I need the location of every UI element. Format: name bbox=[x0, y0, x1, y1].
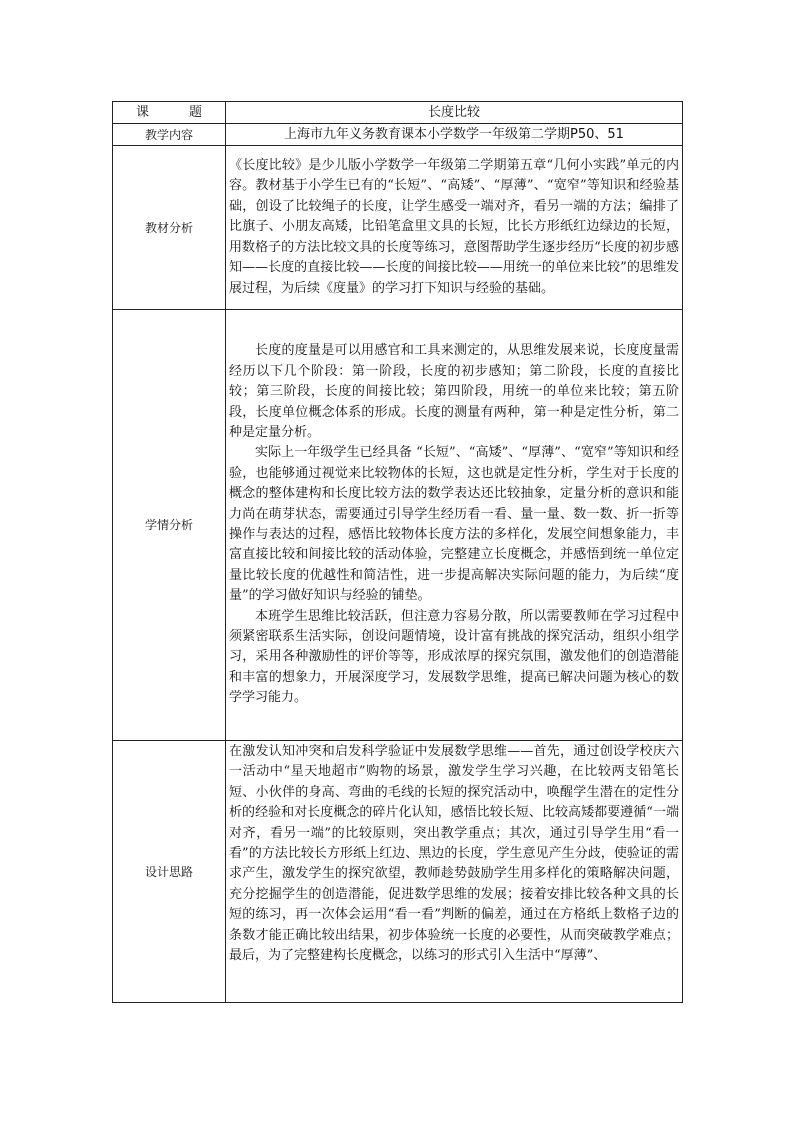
title-label-right: 题 bbox=[189, 104, 203, 120]
analysis-cell bbox=[226, 146, 683, 310]
student-paragraph-2: 实际上一年级学生已经具备 “长短”、“高矮”、“厚薄”、“宽窄”等知识和经验，也能够通过视觉来比较物体的长短，这也就是定性分析，学生对于长度的概念的整体建构和长度比较方法的数学表达还比较抽象，定量分析的意识和能力尚在萌芽状态，需要通过引导学生经历看一看、量一量、数一数、折一折等操作与表达的过程，感悟比较物体长度方法的多样化，发展空间想象能力，丰富直接比较和间接比较的活动体验，完整建立长度概念，并感悟到统一单位定量比较长度的优越性和简洁性，进一步提高解决实际问题的能力，为后续“度量”的学习做好知识与经验的铺垫。 bbox=[229, 445, 679, 604]
title-row bbox=[113, 102, 683, 124]
student-paragraph-3: 本班学生思维比较活跃，但注意力容易分散，所以需要教师在学习过程中须紧密联系生活实际，创设问题情境，设计富有挑战的探究活动，组织小组学习，采用各种激励性的评价等等，形成浓厚的探究氛围，激发他们的创造潜能和丰富的想象力，开展深度学习，发展数学思维，提高已解决问题为核心的数学学习能力。 bbox=[229, 608, 679, 706]
student-paragraph-1: 长度的度量是可以用感官和工具来测定的，从思维发展来说，长度度量需经历以下几个阶段：第一阶段，长度的初步感知；第二阶段，长度的直接比较；第三阶段，长度的间接比较；第四阶段，用统一的单位来比较；第五阶段，长度单位概念体系的形成。长度的测量有两种，第一种是定性分析，第二种是定量分析。 bbox=[229, 343, 679, 440]
design-cell bbox=[226, 741, 683, 1003]
student-row bbox=[113, 310, 683, 741]
title-label-left: 课 bbox=[135, 104, 149, 120]
student-cell bbox=[226, 310, 683, 741]
content-value: 上海市九年义务教育课本小学数学一年级第二学期P50、51 bbox=[226, 124, 683, 146]
analysis-row bbox=[113, 146, 683, 310]
design-label: 设计思路 bbox=[113, 741, 226, 1003]
analysis-label: 教材分析 bbox=[113, 146, 226, 310]
design-text: 在激发认知冲突和启发科学验证中发展数学思维——首先，通过创设学校庆六一活动中“星天地超市”购物的场景，激发学生学习兴趣，在比较两支铅笔长短、小伙伴的身高、弯曲的毛线的长短的探究活动中，唤醒学生潜在的定性分析的经验和对长度概念的碎片化认知，感悟比较长短、比较高矮都要遵循“一端对齐，看另一端”的比较原则，突出教学重点；其次，通过引导学生用“看一看”的方法比较长方形纸上红边、黑边的长度，学生意见产生分歧，使验证的需求产生，激发学生的探究欲望，教师趁势鼓励学生用多样化的策略解决问题，充分挖掘学生的创造潜能，促进数学思维的发展；接着安排比较各种文具的长短的练习，再一次体会运用“看一看”判断的偏差，通过在方格纸上数格子边的条数才能正确比较出结果，初步体验统一长度的必要性，从而突破教学难点；最后，为了完整建构长度概念，以练习的形式引入生活中“厚薄”、 bbox=[229, 744, 679, 964]
content-row bbox=[113, 124, 683, 146]
content-label: 教学内容 bbox=[113, 124, 226, 146]
student-label: 学情分析 bbox=[113, 310, 226, 741]
analysis-text: 《长度比较》是少儿版小学数学一年级第二学期第五章“几何小实践”单元的内容。教材基于小学生已有的“长短”、“高矮”、“厚薄”、“宽窄”等知识和经验基础，创设了比较绳子的长度，让学生感受一端对齐，看另一端的方法；编排了比旗子、小朋友高矮，比铅笔盒里文具的长短，比长方形纸红边绿边的长短，用数格子的方法比较文具的长度等练习，意图帮助学生逐步经历“长度的初步感知——长度的直接比较——长度的间接比较——用统一的单位来比较”的思维发展过程，为后续《度量》的学习打下知识与经验的基础。 bbox=[229, 158, 679, 296]
title-label bbox=[113, 102, 226, 124]
design-row bbox=[113, 741, 683, 1003]
lesson-title: 长度比较 bbox=[226, 102, 683, 124]
lesson-plan-table bbox=[112, 101, 683, 1003]
